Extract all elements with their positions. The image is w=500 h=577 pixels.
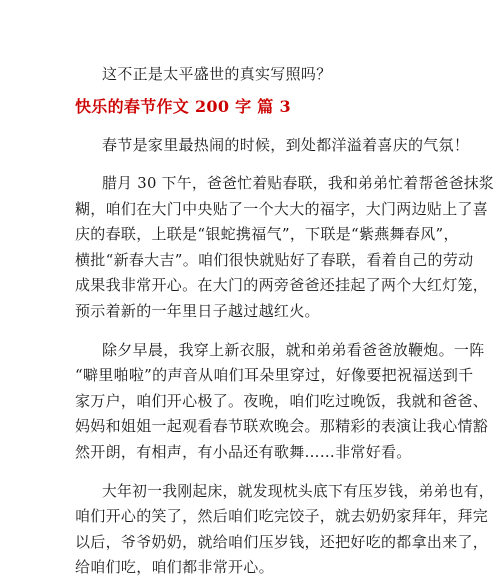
paragraph-1-line-1: 春节是家里最热闹的时候，到处都洋溢着喜庆的气氛！ <box>102 136 470 154</box>
paragraph-4-line-3: 以后，爷爷奶奶，就给咱们压岁钱，还把好吃的都拿出来了， <box>75 533 489 551</box>
paragraph-3-line-2: “噼里啪啦”的声音从咱们耳朵里穿过，好像要把祝福送到千 <box>75 366 474 384</box>
paragraph-2-line-6: 预示着新的一年里日子越过越红火。 <box>75 302 320 320</box>
paragraph-2-line-4: 横批“新春大吉”。咱们很快就贴好了春联，看着自己的劳动 <box>75 251 474 269</box>
paragraph-3-line-3: 家万户，咱们开心极了。夜晚，咱们吃过晚饭，我就和爸爸、 <box>75 392 489 410</box>
paragraph-2-line-3: 庆的春联，上联是“银蛇携福气”，下联是“紫燕舞春风”， <box>75 225 459 243</box>
paragraph-3-line-1: 除夕早晨，我穿上新衣服，就和弟弟看爸爸放鞭炮。一阵 <box>102 341 485 359</box>
paragraph-4-line-2: 咱们开心的笑了，然后咱们吃完饺子，就去奶奶家拜年，拜完 <box>75 507 489 525</box>
section-heading: 快乐的春节作文 200 字 篇 3 <box>75 97 291 116</box>
paragraph-4-line-4: 给咱们吃，咱们都非常开心。 <box>75 558 274 576</box>
paragraph-2-line-2: 糊，咱们在大门中央贴了一个大大的福字，大门两边贴上了喜 <box>75 200 489 218</box>
paragraph-2-line-1: 腊月 30 下午，爸爸忙着贴春联，我和弟弟忙着帮爸爸抹浆 <box>102 174 495 192</box>
paragraph-2-line-5: 成果我非常开心。在大门的两旁爸爸还挂起了两个大红灯笼， <box>75 276 489 294</box>
paragraph-4-line-1: 大年初一我刚起床，就发现枕头底下有压岁钱，弟弟也有， <box>102 482 494 500</box>
paragraph-3-line-5: 然开朗，有相声，有小品还有歌舞……非常好看。 <box>75 443 412 461</box>
paragraph-3-line-4: 妈妈和姐姐一起观看春节联欢晚会。那精彩的表演让我心情豁 <box>75 417 489 435</box>
intro-line: 这不正是太平盛世的真实写照吗？ <box>102 65 332 83</box>
